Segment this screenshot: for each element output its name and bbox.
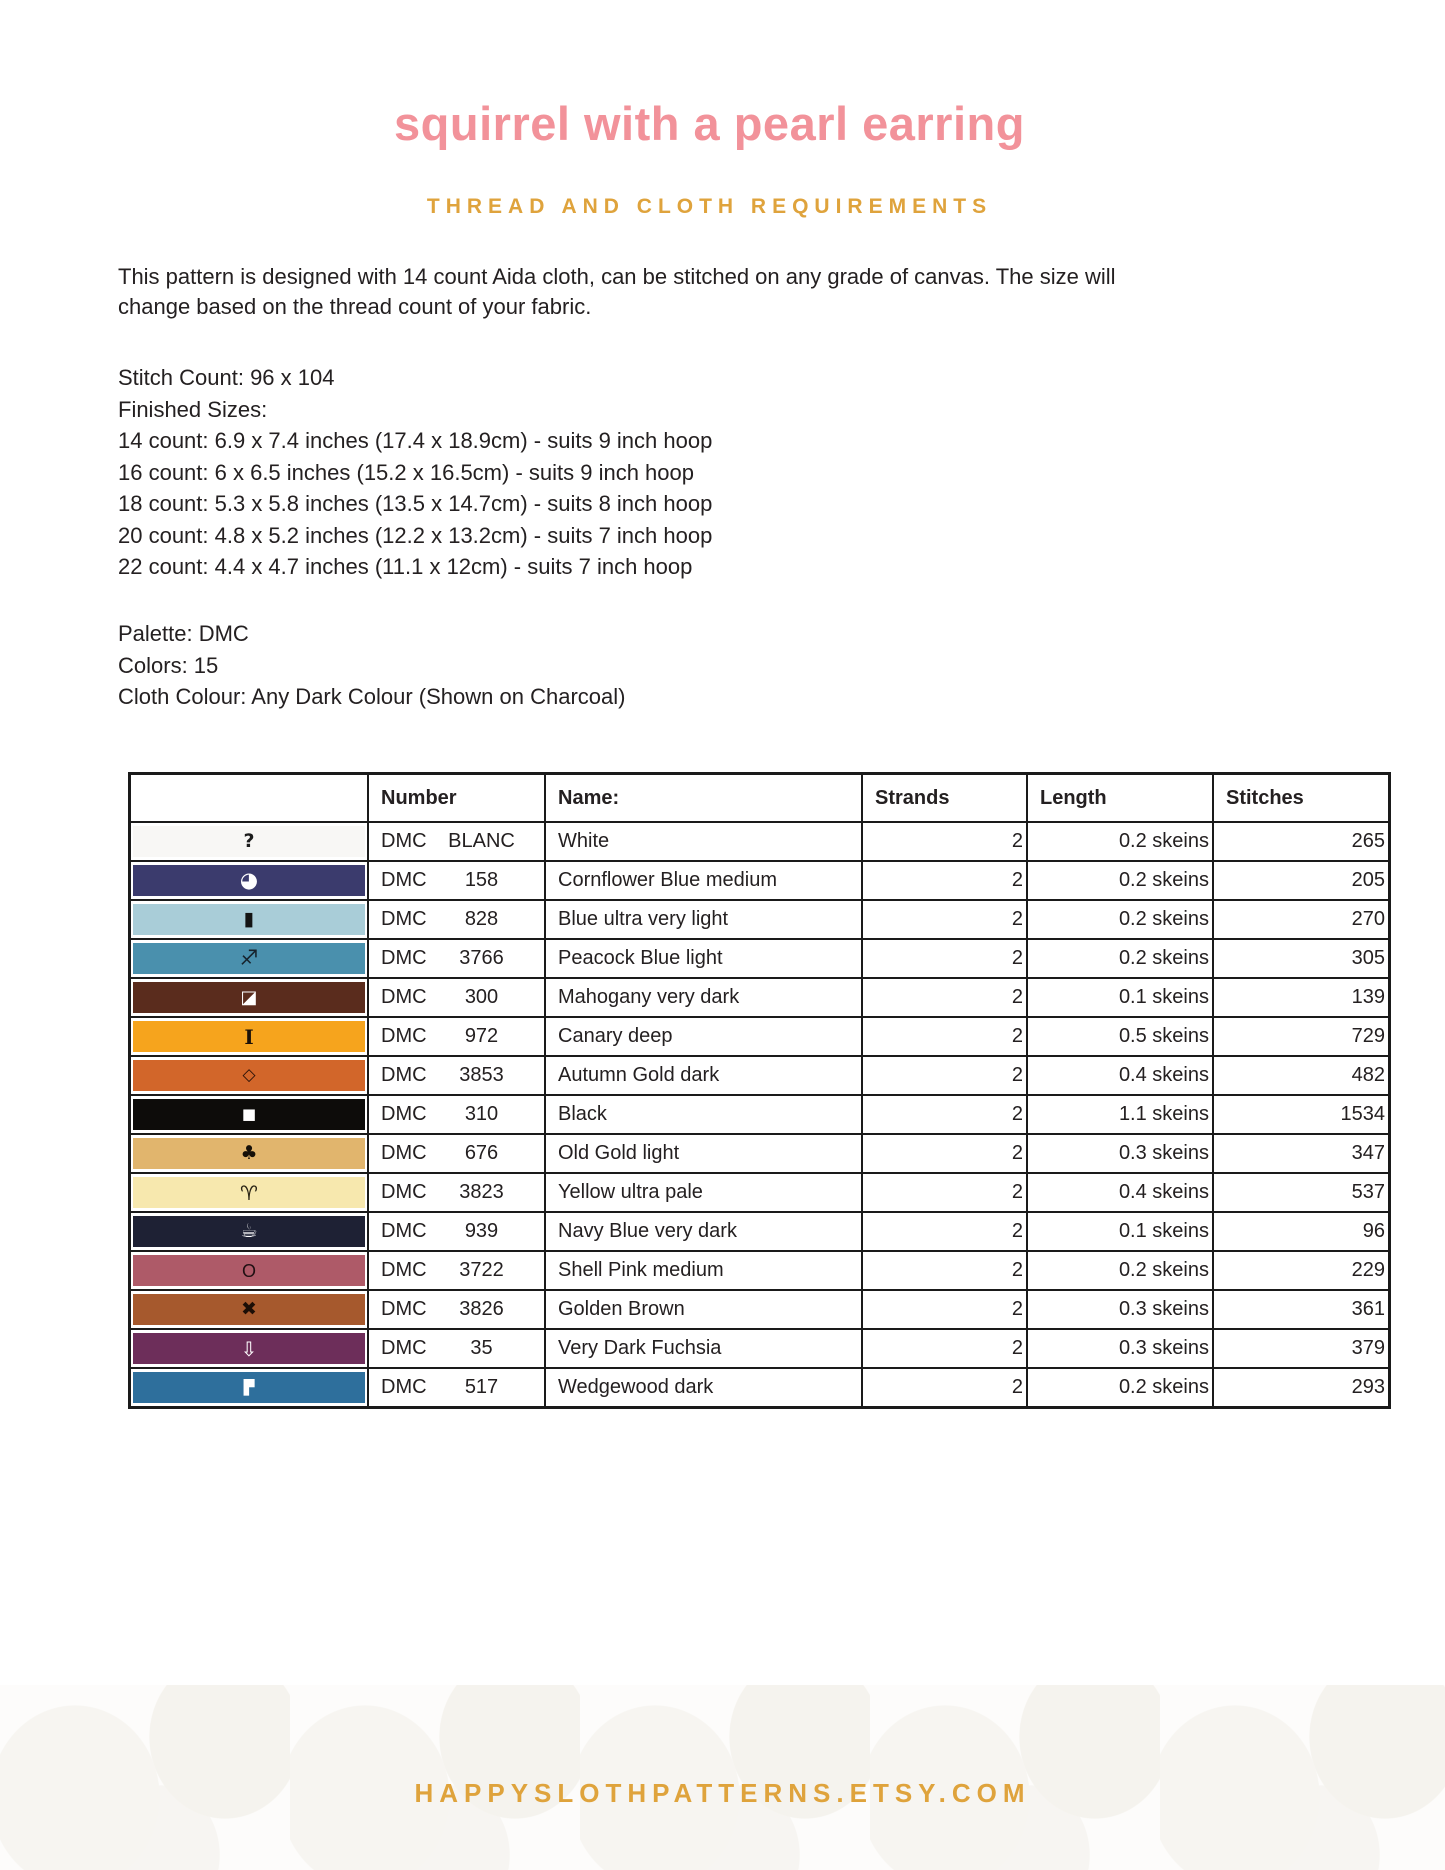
thread-number-cell xyxy=(368,861,545,900)
thread-name-cell: Mahogany very dark xyxy=(545,978,862,1017)
strands-cell: 2 xyxy=(862,1056,1027,1095)
thread-name-cell: Cornflower Blue medium xyxy=(545,861,862,900)
thread-number-cell xyxy=(368,1290,545,1329)
brand-label: DMC xyxy=(381,1220,427,1242)
length-cell: 0.2 skeins xyxy=(1027,1368,1213,1408)
thread-swatch-cell xyxy=(130,1017,369,1056)
palette-line: Cloth Colour: Any Dark Colour (Shown on Charcoal) xyxy=(118,684,626,709)
spec-line: 16 count: 6 x 6.5 inches (15.2 x 16.5cm) - suits 9 inch hoop xyxy=(118,459,694,485)
brand-label: DMC xyxy=(381,908,427,930)
thread-table xyxy=(128,772,1391,1409)
stitches-cell: 729 xyxy=(1213,1017,1390,1056)
brand-label: DMC xyxy=(381,1064,427,1086)
table-row xyxy=(130,1212,1390,1251)
stitches-cell: 139 xyxy=(1213,978,1390,1017)
thread-number-cell xyxy=(368,822,545,861)
thread-name-cell: Shell Pink medium xyxy=(545,1251,862,1290)
thread-swatch-cell xyxy=(130,1056,369,1095)
stitches-cell: 347 xyxy=(1213,1134,1390,1173)
brand-label: DMC xyxy=(381,1181,427,1203)
thread-swatch-cell xyxy=(130,1212,369,1251)
strands-cell: 2 xyxy=(862,1212,1027,1251)
thread-number-cell xyxy=(368,1017,545,1056)
thread-number: 310 xyxy=(464,1103,499,1125)
stitches-cell: 482 xyxy=(1213,1056,1390,1095)
thread-number: 3853 xyxy=(459,1064,504,1086)
table-row xyxy=(130,1368,1390,1408)
strands-cell: 2 xyxy=(862,1173,1027,1212)
strands-cell: 2 xyxy=(862,1368,1027,1408)
thread-name-cell: Wedgewood dark xyxy=(545,1368,862,1408)
strands-cell: 2 xyxy=(862,1290,1027,1329)
roman-numeral-one-icon: I xyxy=(244,1024,254,1049)
table-row xyxy=(130,822,1390,861)
page-title: squirrel with a pearl earring xyxy=(394,97,1025,150)
length-cell: 0.3 skeins xyxy=(1027,1329,1213,1368)
three-quarter-circle-icon: ◕ xyxy=(239,868,259,892)
thread-number-cell xyxy=(368,900,545,939)
table-row xyxy=(130,1290,1390,1329)
thread-name-cell: Old Gold light xyxy=(545,1134,862,1173)
aries-icon: ♈ xyxy=(240,1180,258,1205)
thread-name-cell: Golden Brown xyxy=(545,1290,862,1329)
column-header-name: Name: xyxy=(545,774,862,823)
letter-o-icon: O xyxy=(241,1260,256,1281)
column-header-length: Length xyxy=(1027,774,1213,823)
thread-swatch-cell xyxy=(130,1368,369,1408)
thread-number: 300 xyxy=(464,986,499,1008)
table-row xyxy=(130,1134,1390,1173)
footer-url: HAPPYSLOTHPATTERNS.ETSY.COM xyxy=(414,1778,1031,1808)
thread-number-cell xyxy=(368,1095,545,1134)
table-row xyxy=(130,939,1390,978)
thread-name-cell: Blue ultra very light xyxy=(545,900,862,939)
white-down-arrow-icon: ⇩ xyxy=(240,1336,258,1361)
half-filled-square-icon: ◪ xyxy=(240,986,258,1008)
column-header-strands: Strands xyxy=(862,774,1027,823)
stitches-cell: 361 xyxy=(1213,1290,1390,1329)
table-row xyxy=(130,861,1390,900)
color-swatch xyxy=(133,1060,365,1091)
thread-name-cell: Black xyxy=(545,1095,862,1134)
spec-line: 20 count: 4.8 x 5.2 inches (12.2 x 13.2cm) - suits 7 inch hoop xyxy=(118,522,713,548)
thread-number: 3766 xyxy=(459,947,504,969)
length-cell: 0.5 skeins xyxy=(1027,1017,1213,1056)
thread-name-cell: Canary deep xyxy=(545,1017,862,1056)
thread-swatch-cell xyxy=(130,1173,369,1212)
color-swatch xyxy=(133,826,365,857)
thread-number: 939 xyxy=(464,1220,499,1242)
color-swatch xyxy=(133,1177,365,1208)
stitches-cell: 379 xyxy=(1213,1329,1390,1368)
spec-line: Finished Sizes: xyxy=(118,396,268,422)
intro-line: This pattern is designed with 14 count Aida cloth, can be stitched on any grade of canvas. The size will xyxy=(118,264,1116,289)
palette-line: Palette: DMC xyxy=(118,621,249,646)
specs-block xyxy=(118,362,1298,583)
thread-number: BLANC xyxy=(448,830,515,852)
brand-label: DMC xyxy=(381,869,427,891)
color-swatch xyxy=(133,904,365,935)
brand-label: DMC xyxy=(381,830,427,852)
thread-number: 828 xyxy=(464,908,499,930)
table-row xyxy=(130,1056,1390,1095)
length-cell: 0.2 skeins xyxy=(1027,861,1213,900)
table-row xyxy=(130,1251,1390,1290)
color-swatch xyxy=(133,865,365,896)
thread-number-cell xyxy=(368,1212,545,1251)
thread-name-cell: Navy Blue very dark xyxy=(545,1212,862,1251)
brand-label: DMC xyxy=(381,1142,427,1164)
thread-number-cell xyxy=(368,939,545,978)
diamond-outline-icon: ◇ xyxy=(242,1065,256,1085)
table-row xyxy=(130,1329,1390,1368)
length-cell: 0.3 skeins xyxy=(1027,1290,1213,1329)
color-swatch xyxy=(133,1138,365,1169)
stitches-cell: 229 xyxy=(1213,1251,1390,1290)
thread-swatch-cell xyxy=(130,1251,369,1290)
thread-swatch-cell xyxy=(130,939,369,978)
table-row xyxy=(130,900,1390,939)
strands-cell: 2 xyxy=(862,1251,1027,1290)
color-swatch xyxy=(133,1372,365,1403)
spec-line: 18 count: 5.3 x 5.8 inches (13.5 x 14.7cm) - suits 8 inch hoop xyxy=(118,491,713,516)
stitches-cell: 265 xyxy=(1213,822,1390,861)
heavy-x-icon: ✖ xyxy=(241,1298,257,1320)
stitches-cell: 1534 xyxy=(1213,1095,1390,1134)
thread-swatch-cell xyxy=(130,1290,369,1329)
intro-paragraph xyxy=(118,262,1298,322)
thread-swatch-cell xyxy=(130,900,369,939)
thread-swatch-cell xyxy=(130,1095,369,1134)
stitches-cell: 270 xyxy=(1213,900,1390,939)
color-swatch xyxy=(133,1021,365,1052)
brand-label: DMC xyxy=(381,947,427,969)
length-cell: 0.4 skeins xyxy=(1027,1056,1213,1095)
table-row xyxy=(130,1173,1390,1212)
stitches-cell: 205 xyxy=(1213,861,1390,900)
thread-name-cell: Very Dark Fuchsia xyxy=(545,1329,862,1368)
quadrant-block-icon: ▛ xyxy=(243,1379,255,1396)
stitches-cell: 537 xyxy=(1213,1173,1390,1212)
color-swatch xyxy=(133,1333,365,1364)
table-row xyxy=(130,978,1390,1017)
thread-number: 517 xyxy=(464,1376,499,1398)
length-cell: 0.2 skeins xyxy=(1027,900,1213,939)
strands-cell: 2 xyxy=(862,1329,1027,1368)
length-cell: 0.2 skeins xyxy=(1027,1251,1213,1290)
page-subtitle: THREAD AND CLOTH REQUIREMENTS xyxy=(426,195,993,218)
stitches-cell: 305 xyxy=(1213,939,1390,978)
coffee-cup-icon: ☕ xyxy=(240,1220,258,1242)
strands-cell: 2 xyxy=(862,1134,1027,1173)
thread-number-cell xyxy=(368,1329,545,1368)
filled-square-icon: ■ xyxy=(241,1105,257,1123)
length-cell: 0.3 skeins xyxy=(1027,1134,1213,1173)
spec-line: 22 count: 4.4 x 4.7 inches (11.1 x 12cm) - suits 7 inch hoop xyxy=(118,554,693,579)
thread-swatch-cell xyxy=(130,861,369,900)
length-cell: 0.4 skeins xyxy=(1027,1173,1213,1212)
thread-swatch-cell xyxy=(130,1134,369,1173)
sagittarius-arrow-icon: ♐ xyxy=(239,946,259,970)
palette-block xyxy=(118,618,1298,713)
column-header-swatch xyxy=(130,774,369,823)
length-cell: 1.1 skeins xyxy=(1027,1095,1213,1134)
color-swatch xyxy=(133,982,365,1013)
thread-name-cell: White xyxy=(545,822,862,861)
table-header-row xyxy=(130,774,1390,823)
brand-label: DMC xyxy=(381,1025,427,1047)
strands-cell: 2 xyxy=(862,861,1027,900)
thread-number-cell xyxy=(368,978,545,1017)
length-cell: 0.1 skeins xyxy=(1027,1212,1213,1251)
length-cell: 0.1 skeins xyxy=(1027,978,1213,1017)
brand-label: DMC xyxy=(381,1376,427,1398)
thread-number-cell xyxy=(368,1251,545,1290)
thread-number-cell xyxy=(368,1368,545,1408)
question-mark-icon: ? xyxy=(243,830,255,852)
brand-label: DMC xyxy=(381,1337,427,1359)
length-cell: 0.2 skeins xyxy=(1027,939,1213,978)
thread-name-cell: Autumn Gold dark xyxy=(545,1056,862,1095)
column-header-number: Number xyxy=(368,774,545,823)
brand-label: DMC xyxy=(381,1103,427,1125)
thread-number-cell xyxy=(368,1173,545,1212)
stitches-cell: 293 xyxy=(1213,1368,1390,1408)
color-swatch xyxy=(133,1255,365,1286)
thread-name-cell: Yellow ultra pale xyxy=(545,1173,862,1212)
strands-cell: 2 xyxy=(862,1095,1027,1134)
palette-line: Colors: 15 xyxy=(118,652,219,678)
strands-cell: 2 xyxy=(862,900,1027,939)
table-row xyxy=(130,1017,1390,1056)
thread-number: 158 xyxy=(464,869,499,891)
thread-number: 3722 xyxy=(459,1259,504,1281)
stitches-cell: 96 xyxy=(1213,1212,1390,1251)
intro-line: change based on the thread count of your fabric. xyxy=(118,294,592,319)
thread-number: 676 xyxy=(464,1142,499,1164)
thread-number: 972 xyxy=(464,1025,499,1047)
color-swatch xyxy=(133,1216,365,1247)
thread-name-cell: Peacock Blue light xyxy=(545,939,862,978)
thread-number-cell xyxy=(368,1134,545,1173)
thread-number: 35 xyxy=(470,1337,493,1359)
brand-label: DMC xyxy=(381,986,427,1008)
brand-label: DMC xyxy=(381,1298,427,1320)
thread-swatch-cell xyxy=(130,978,369,1017)
color-swatch xyxy=(133,943,365,974)
color-swatch xyxy=(133,1294,365,1325)
color-swatch xyxy=(133,1099,365,1130)
club-icon: ♣ xyxy=(240,1142,258,1164)
table-row xyxy=(130,1095,1390,1134)
thread-number-cell xyxy=(368,1056,545,1095)
strands-cell: 2 xyxy=(862,1017,1027,1056)
thread-number: 3823 xyxy=(459,1181,504,1203)
thread-swatch-cell xyxy=(130,822,369,861)
column-header-stitches: Stitches xyxy=(1213,774,1390,823)
spec-line: Stitch Count: 96 x 104 xyxy=(118,365,335,390)
strands-cell: 2 xyxy=(862,978,1027,1017)
vertical-bar-icon: ▮ xyxy=(243,908,255,930)
thread-swatch-cell xyxy=(130,1329,369,1368)
strands-cell: 2 xyxy=(862,822,1027,861)
brand-label: DMC xyxy=(381,1259,427,1281)
length-cell: 0.2 skeins xyxy=(1027,822,1213,861)
thread-number: 3826 xyxy=(459,1298,504,1320)
spec-line: 14 count: 6.9 x 7.4 inches (17.4 x 18.9cm) - suits 9 inch hoop xyxy=(118,428,713,453)
strands-cell: 2 xyxy=(862,939,1027,978)
